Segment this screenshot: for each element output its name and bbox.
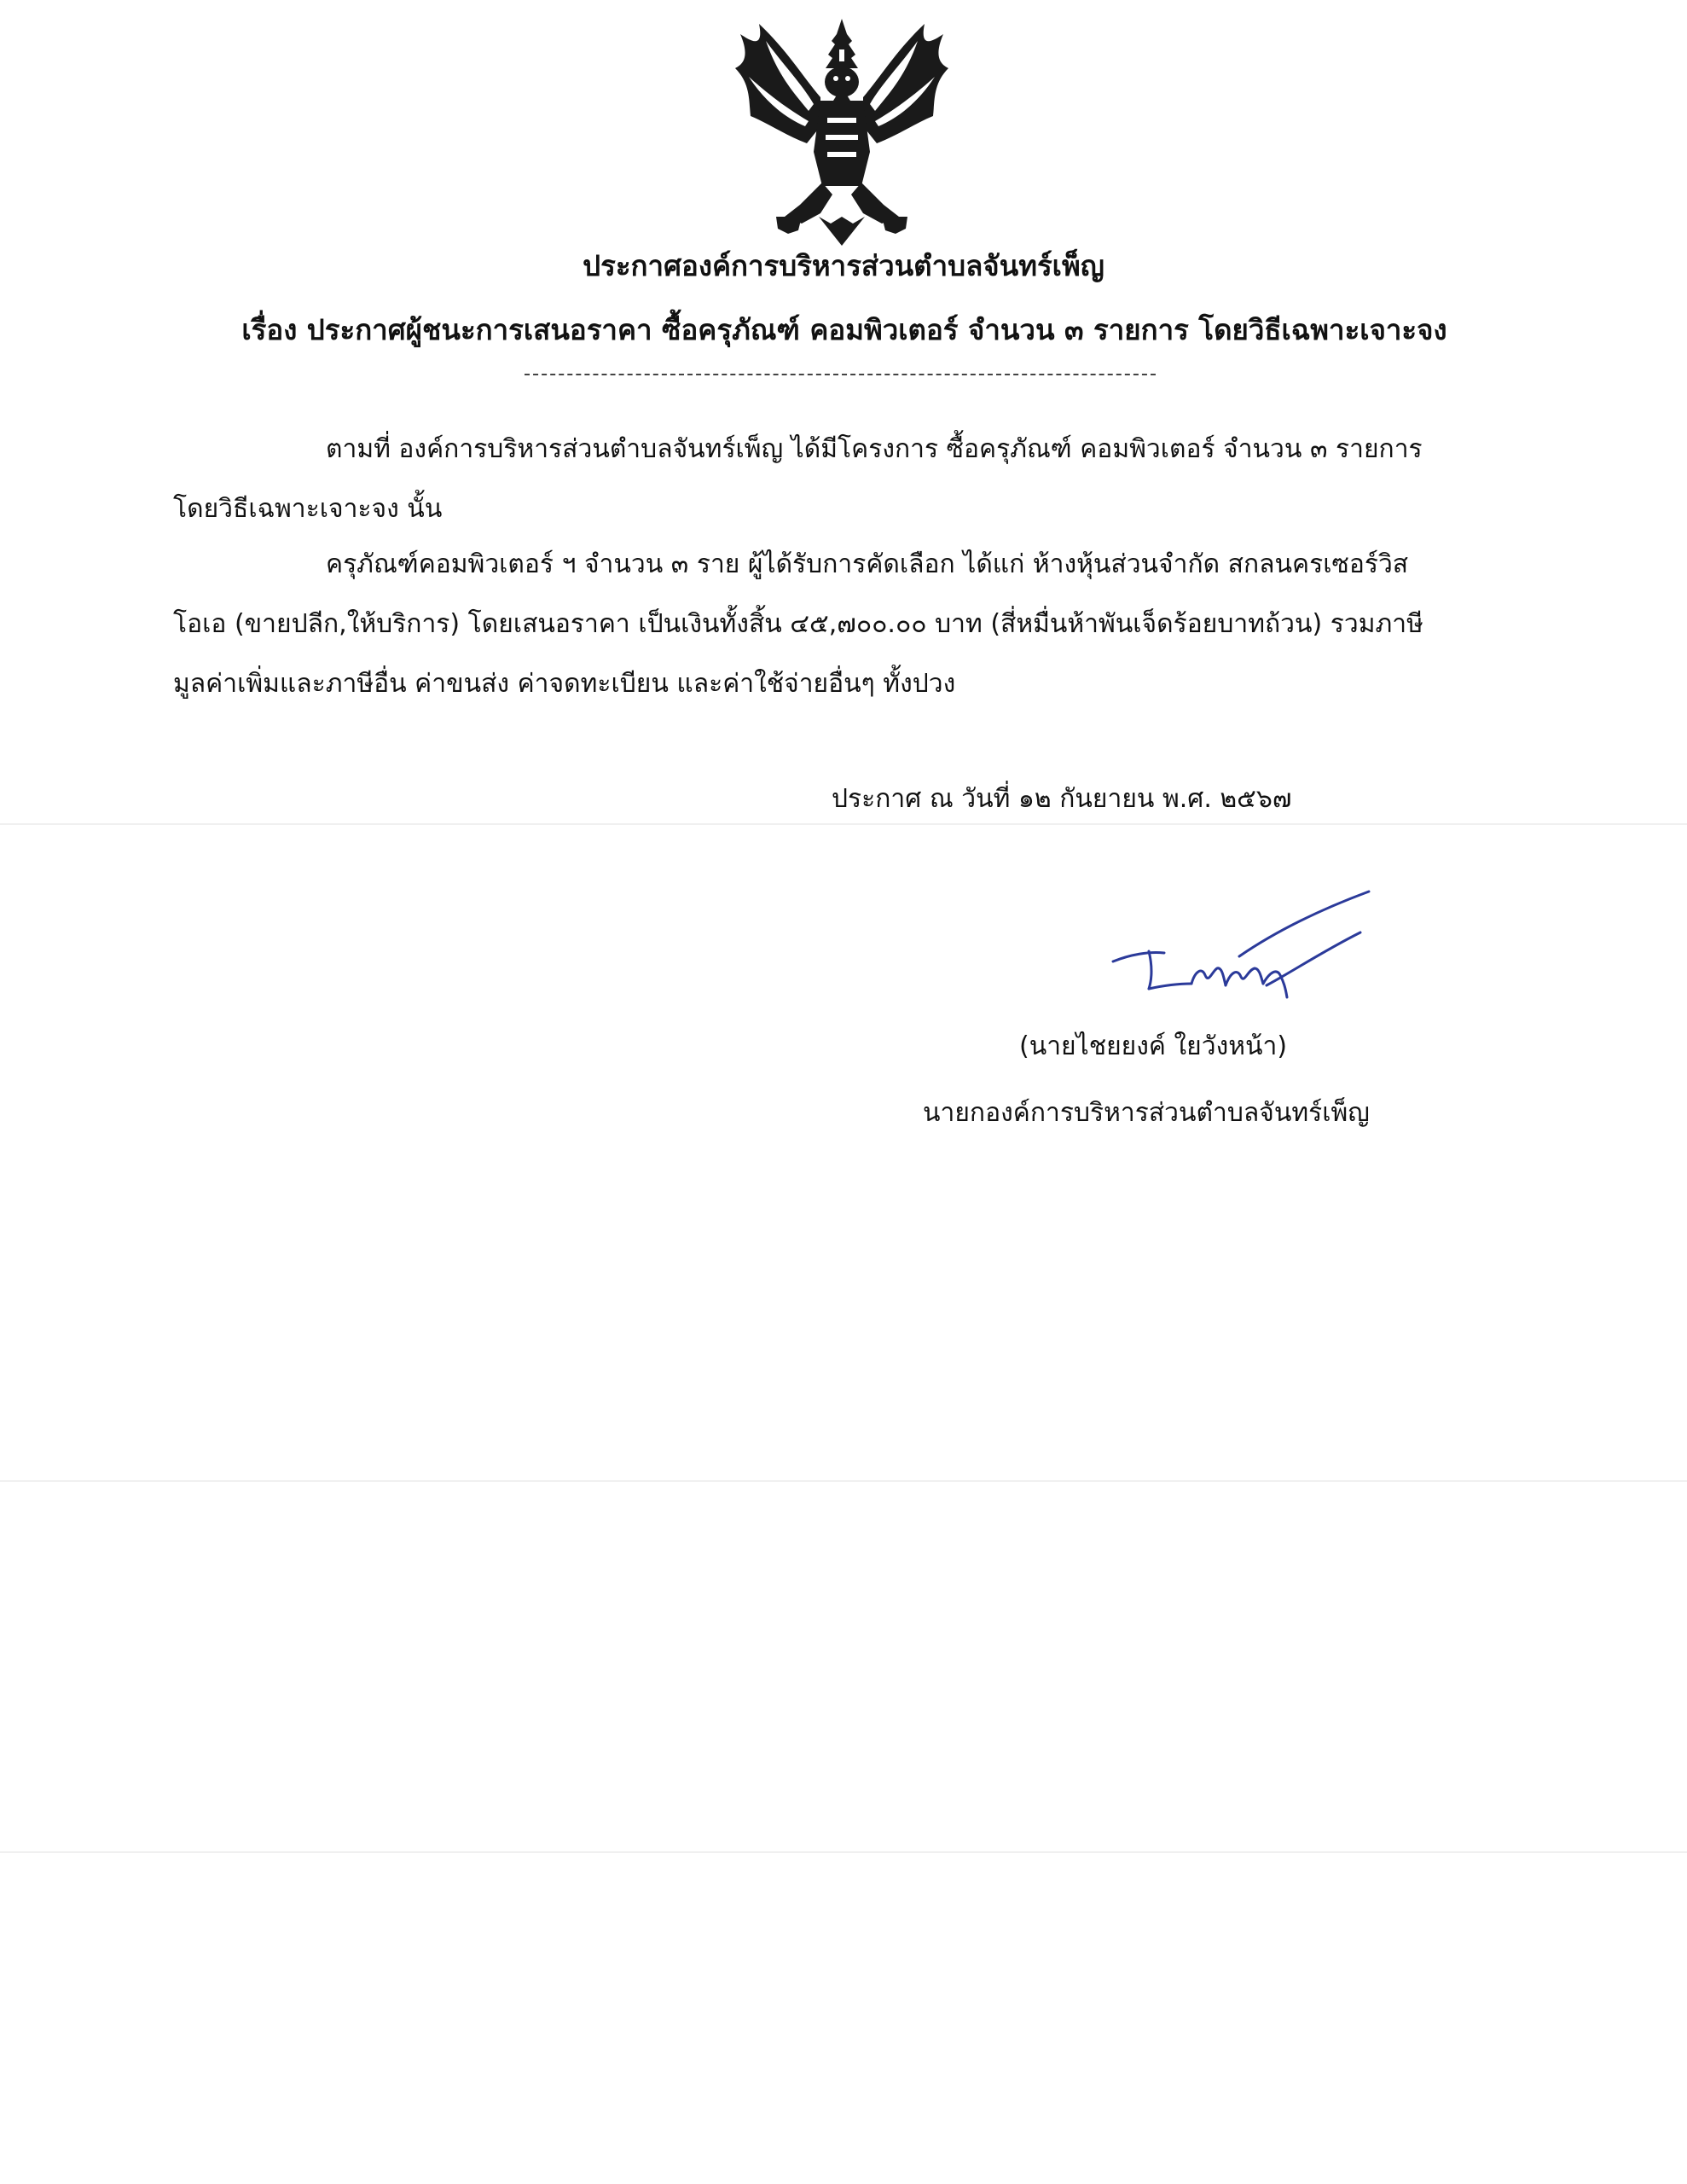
paragraph-2-line-3: มูลค่าเพิ่มและภาษีอื่น ค่าขนส่ง ค่าจดทะเบียน และค่าใช้จ่ายอื่นๆ ทั้งปวง (173, 669, 956, 699)
paragraph-2-line-1: ครุภัณฑ์คอมพิวเตอร์ ฯ จำนวน ๓ ราย ผู้ได้รับการคัดเลือก ได้แก่ ห้างหุ้นส่วนจำกัด สกลนครเซอร์วิส (326, 549, 1409, 579)
signer-name: (นายไชยยงค์ ใยวังหน้า) (1019, 1031, 1288, 1061)
scan-artifact-line (0, 823, 1687, 825)
dashed-divider (525, 374, 1156, 375)
announcement-subject: เรื่อง ประกาศผู้ชนะการเสนอราคา ซื้อครุภัณฑ์ คอมพิวเตอร์ จำนวน ๓ รายการ โดยวิธีเฉพาะเจาะจง (241, 313, 1447, 346)
handwritten-signature-icon (1096, 883, 1377, 1002)
garuda-emblem-icon (725, 15, 959, 250)
paragraph-1-line-2: โดยวิธีเฉพาะเจาะจง นั้น (173, 494, 443, 524)
paragraph-2-line-2: โอเอ (ขายปลีก,ให้บริการ) โดยเสนอราคา เป็นเงินทั้งสิ้น ๔๕,๗๐๐.๐๐ บาท (สี่หมื่นห้าพันเจ็ดร้อยบาทถ้วน) รวมภาษี (173, 609, 1423, 639)
paragraph-1-line-1: ตามที่ องค์การบริหารส่วนตำบลจันทร์เพ็ญ ได้มีโครงการ ซื้อครุภัณฑ์ คอมพิวเตอร์ จำนวน ๓ รายการ (326, 434, 1423, 464)
scan-artifact-line (0, 1851, 1687, 1853)
announcement-title: ประกาศองค์การบริหารส่วนตำบลจันทร์เพ็ญ (583, 249, 1104, 282)
scan-artifact-line (0, 1480, 1687, 1482)
announcement-date: ประกาศ ณ วันที่ ๑๒ กันยายน พ.ศ. ๒๕๖๗ (832, 784, 1292, 814)
signer-position: นายกองค์การบริหารส่วนตำบลจันทร์เพ็ญ (923, 1098, 1370, 1128)
